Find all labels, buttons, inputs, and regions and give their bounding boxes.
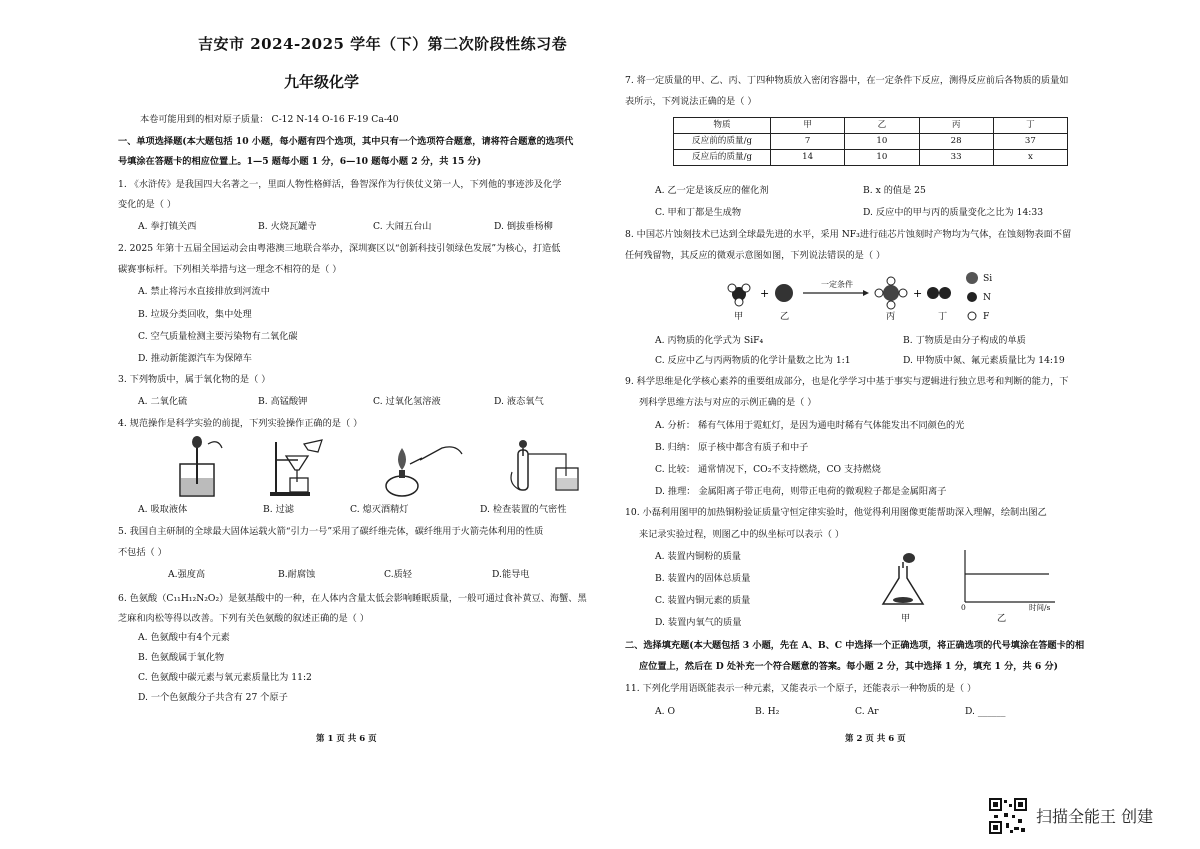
q7-option-c: C. 甲和丁都是生成物: [655, 207, 742, 218]
plus-sign: +: [913, 287, 923, 300]
exam-title: 吉安市 2024-2025 学年（下）第二次阶段性练习卷: [198, 35, 568, 53]
q8-option-b: B. 丁物质是由分子构成的单质: [903, 335, 1026, 346]
q9-line1: 9. 科学思维是化学核心素养的重要组成部分，也是化学学习中基于事实与逻辑进行独立思考和判断的能力，下: [625, 376, 1069, 387]
q3-option-a: A. 二氧化硫: [138, 396, 188, 407]
graph-x-axis-label: 时间/s: [1029, 603, 1051, 612]
q2-line1: 2. 2025 年第十五届全国运动会由粤港澳三地联合举办，深圳赛区以“创新科技引领绿色发展”为核心，打造低: [118, 243, 561, 254]
table-row: [674, 150, 1068, 166]
q3-text: 3. 下列物质中，属于氧化物的是（ ）: [118, 374, 271, 385]
q5-option-d: D.能导电: [492, 569, 530, 580]
page-footer-1: 第 1 页 共 6 页: [316, 734, 377, 744]
section1-line1: 一、单项选择题(本大题包括 10 小题，每小题有四个选项，其中只有一个选项符合题意，请将符合题意的选项代: [118, 136, 574, 147]
label-yi: 乙: [780, 311, 790, 322]
q6-option-a: A. 色氨酸中有4个元素: [138, 632, 230, 643]
graph-origin: 0: [961, 603, 966, 612]
q10-option-d: D. 装置内氧气的质量: [655, 617, 742, 628]
label-ding: 丁: [938, 311, 948, 322]
table-header-cell: 甲: [771, 118, 845, 134]
q1-line2: 变化的是（ ）: [118, 199, 177, 210]
q10-option-c: C. 装置内铜元素的质量: [655, 595, 751, 606]
q1-option-b: B. 火烧瓦罐寺: [258, 221, 317, 232]
label-jia: 甲: [734, 311, 744, 322]
label-bing: 丙: [886, 311, 896, 322]
q8-line1: 8. 中国芯片蚀刻技术已达到全球最先进的水平，采用 NF₃进行硅芯片蚀刻时产物均为气体，在蚀刻物表面不留: [625, 229, 1072, 240]
q2-line2: 碳赛事标杆。下列相关举措与这一理念不相符的是（ ）: [118, 264, 342, 275]
table-row: [674, 134, 1068, 150]
q6-line1: 6. 色氨酸（C₁₁H₁₂N₂O₂）是氨基酸中的一种，在人体内含量太低会影响睡眠质量，一般可通过食补黄豆、海蟹、黑: [118, 593, 587, 604]
q9-line2: 列科学思维方法与对应的示例正确的是（ ）: [639, 397, 817, 408]
table-header-row: [674, 118, 1068, 134]
q5-option-c: C.质轻: [384, 569, 412, 580]
q5-line1: 5. 我国自主研制的全球最大固体运载火箭“引力一号”采用了碳纤维壳体，碳纤维用于火箭壳体利用的性质: [118, 526, 544, 537]
airtightness-figure: [508, 436, 588, 498]
fig-label-yi: 乙: [997, 613, 1007, 624]
q11-option-c: C. Ar: [855, 706, 879, 717]
reaction-condition: 一定条件: [821, 280, 853, 289]
table-header-cell: 乙: [845, 118, 919, 134]
q7-line1: 7. 将一定质量的甲、乙、丙、丁四种物质放入密闭容器中，在一定条件下反应，测得反应前后各物质的质量如: [625, 75, 1069, 86]
scanner-watermark: [988, 796, 1188, 836]
section2-line2: 应位置上，然后在 D 处补充一个符合题意的答案。每小题 2 分，其中选择 1 分，填充 1 分，共 6 分): [639, 661, 1058, 672]
legend-si: Si: [983, 273, 993, 284]
q9-option-a: A. 分析： 稀有气体用于霓虹灯，是因为通电时稀有气体能发出不同颜色的光: [655, 420, 965, 431]
q3-option-b: B. 高锰酸钾: [258, 396, 308, 407]
table-cell: 10: [845, 150, 919, 166]
q11-text: 11. 下列化学用语既能表示一种元素，又能表示一个原子，还能表示一种物质的是（ ）: [625, 683, 977, 694]
table-cell: 33: [919, 150, 993, 166]
table-header-cell: 物质: [674, 118, 771, 134]
q2-option-b: B. 垃圾分类回收，集中处理: [138, 309, 252, 320]
table-cell: x: [993, 150, 1067, 166]
q1-option-d: D. 倒拔垂杨柳: [494, 221, 553, 232]
table-header-cell: 丁: [993, 118, 1067, 134]
q11-option-d: D. ______: [965, 706, 1006, 717]
q4-option-b: B. 过滤: [263, 504, 294, 515]
q10-line1: 10. 小磊利用图甲的加热铜粉验证质量守恒定律实验时，他觉得利用图像更能帮助深入理解，绘制出图乙: [625, 507, 1047, 518]
table-cell: 14: [771, 150, 845, 166]
q7-line2: 表所示，下列说法正确的是（ ）: [625, 96, 757, 107]
flask-figure: [877, 548, 935, 612]
q9-option-b: B. 归纳： 原子核中都含有质子和中子: [655, 442, 809, 453]
q7-option-d: D. 反应中的甲与丙的质量变化之比为 14:33: [863, 207, 1044, 218]
q3-option-d: D. 液态氧气: [494, 396, 544, 407]
table-header-cell: 丙: [919, 118, 993, 134]
table-cell: 10: [845, 134, 919, 150]
q8-line2: 任何残留物，其反应的微观示意图如图，下列说法错误的是（ ）: [625, 250, 886, 261]
fig-label-jia: 甲: [901, 613, 911, 624]
q6-option-c: C. 色氨酸中碳元素与氧元素质量比为 11:2: [138, 672, 312, 683]
q8-option-c: C. 反应中乙与丙两物质的化学计量数之比为 1:1: [655, 355, 851, 366]
q5-option-b: B.耐腐蚀: [278, 569, 316, 580]
q10-option-a: A. 装置内铜粉的质量: [655, 551, 741, 562]
q8-option-d: D. 甲物质中氮、氟元素质量比为 14:19: [903, 355, 1065, 366]
q3-option-c: C. 过氧化氢溶液: [373, 396, 441, 407]
reaction-diagram: [723, 272, 998, 330]
q5-option-a: A.强度高: [168, 569, 206, 580]
page-footer-2: 第 2 页 共 6 页: [845, 734, 906, 744]
q8-option-a: A. 丙物质的化学式为 SiF₄: [655, 335, 764, 346]
q6-option-b: B. 色氨酸属于氧化物: [138, 652, 225, 663]
q5-line2: 不包括（ ）: [118, 547, 167, 558]
q11-option-b: B. H₂: [755, 706, 780, 717]
dropper-beaker-figure: [170, 436, 225, 498]
q9-option-d: D. 推理： 金属阳离子带正电荷，则带正电荷的微观粒子都是金属阳离子: [655, 486, 947, 497]
filtration-figure: [268, 438, 328, 498]
q1-option-a: A. 拳打镇关西: [138, 221, 197, 232]
q7-option-b: B. x 的值是 25: [863, 185, 926, 196]
q6-line2: 芝麻和肉松等得以改善。下列有关色氨酸的叙述正确的是（ ）: [118, 613, 369, 624]
q11-option-a: A. O: [655, 706, 676, 717]
q10-line2: 来记录实验过程，则图乙中的纵坐标可以表示（ ）: [639, 529, 845, 540]
q7-option-a: A. 乙一定是该反应的催化剂: [655, 185, 769, 196]
q1-line1: 1. 《水浒传》是我国四大名著之一，里面人物性格鲜活，鲁智深作为行侠仗义第一人，下列他的事迹涉及化学: [118, 179, 562, 190]
q2-option-a: A. 禁止将污水直接排放到河流中: [138, 286, 270, 297]
atomic-masses: 本卷可能用到的相对原子质量： C-12 N-14 O-16 F-19 Ca-40: [140, 114, 399, 125]
q2-option-d: D. 推动新能源汽车为保障车: [138, 353, 252, 364]
table-cell: 反应前的质量/g: [674, 134, 771, 150]
section1-line2: 号填涂在答题卡的相应位置上。1—5 题每小题 1 分，6—10 题每小题 2 分，共 15 分): [118, 156, 482, 167]
table-cell: 7: [771, 134, 845, 150]
plus-sign: +: [760, 287, 770, 300]
q7-data-table: [673, 117, 1068, 166]
exam-subtitle: 九年级化学: [284, 73, 360, 91]
q4-text: 4. 规范操作是科学实验的前提，下列实验操作正确的是（ ）: [118, 418, 363, 429]
q4-option-c: C. 熄灭酒精灯: [350, 504, 409, 515]
q2-option-c: C. 空气质量检测主要污染物有二氧化碳: [138, 331, 298, 342]
alcohol-lamp-figure: [380, 440, 465, 498]
legend-n: N: [983, 292, 992, 303]
qr-code-icon: [988, 797, 1028, 835]
q4-option-a: A. 吸取液体: [138, 504, 188, 515]
graph-figure: [959, 548, 1059, 608]
legend-f: F: [983, 311, 990, 322]
section2-line1: 二、选择填充题(本大题包括 3 小题，先在 A、B、C 中选择一个正确选项，将正确选项的代号填涂在答题卡的相: [625, 640, 1085, 651]
q6-option-d: D. 一个色氨酸分子共含有 27 个原子: [138, 692, 288, 703]
q1-option-c: C. 大闹五台山: [373, 221, 432, 232]
watermark-text: 扫描全能王 创建: [1036, 807, 1154, 826]
q9-option-c: C. 比较： 通常情况下，CO₂不支持燃烧，CO 支持燃烧: [655, 464, 881, 475]
table-cell: 28: [919, 134, 993, 150]
table-cell: 37: [993, 134, 1067, 150]
q4-option-d: D. 检查装置的气密性: [480, 504, 567, 515]
table-cell: 反应后的质量/g: [674, 150, 771, 166]
q10-option-b: B. 装置内的固体总质量: [655, 573, 751, 584]
